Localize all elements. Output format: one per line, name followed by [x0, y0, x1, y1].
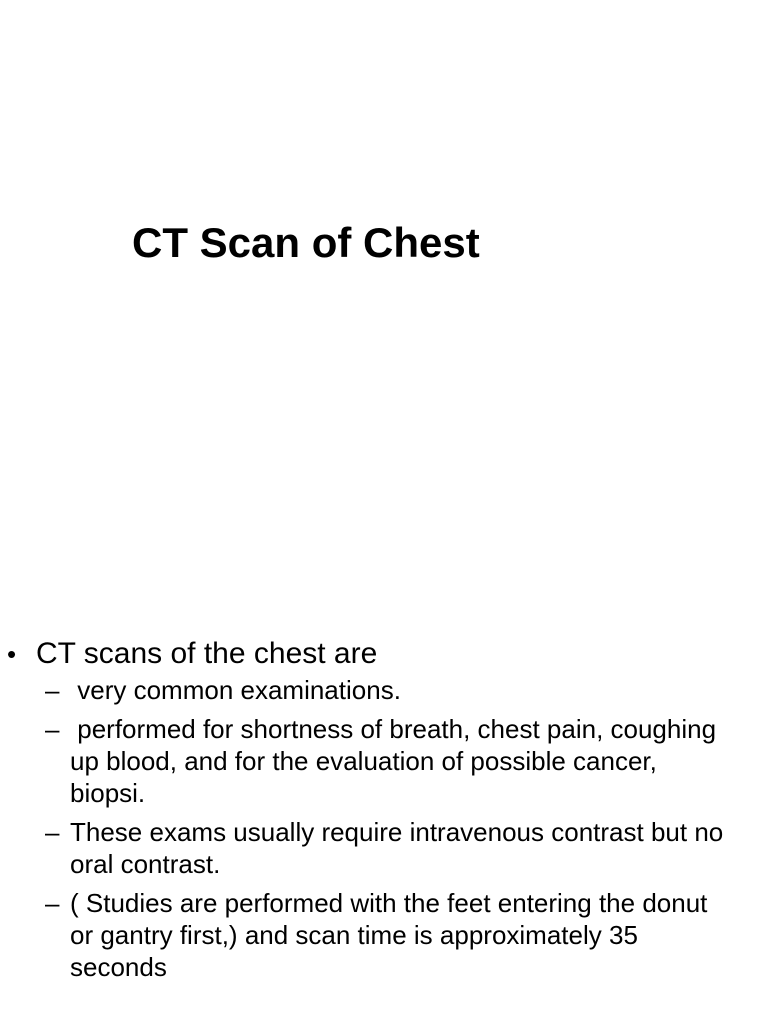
sub-bullet-list [0, 674, 768, 983]
bullet-text: CT scans of the chest are [36, 637, 378, 670]
slide-title: CT Scan of Chest [132, 219, 480, 266]
dash-marker: – [45, 675, 60, 705]
dash-marker: – [45, 817, 60, 847]
dash-marker: – [45, 714, 60, 744]
sub-bullet-item [0, 674, 730, 706]
sub-bullet-text: performed for shortness of breath, chest pain, coughing up blood, and for the evaluation of possible cancer, biopsi. [70, 714, 724, 808]
sub-bullet-text: These exams usually require intravenous contrast but no oral contrast. [70, 817, 724, 879]
bullet-item [0, 634, 768, 674]
dash-marker: – [45, 888, 60, 918]
sub-bullet-text: very common examinations. [70, 675, 401, 705]
sub-bullet-item [0, 816, 730, 880]
bullet-marker: • [7, 639, 17, 669]
sub-bullet-text: ( Studies are performed with the feet entering the donut or gantry first,) and scan time is approximately 35 seconds [70, 888, 708, 982]
slide-content [0, 634, 768, 990]
sub-bullet-item [0, 713, 730, 809]
sub-bullet-item [0, 887, 730, 983]
